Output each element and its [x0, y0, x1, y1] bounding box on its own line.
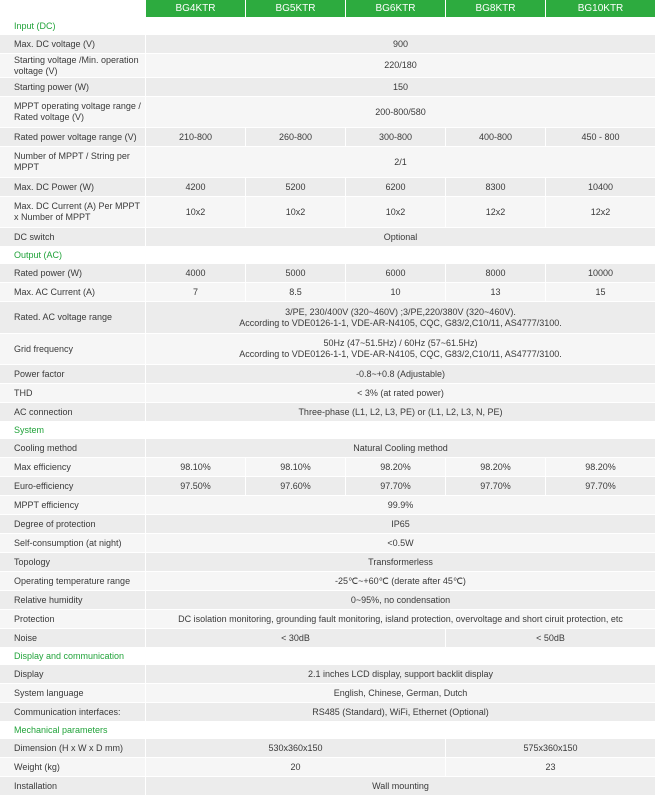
spec-value: 530x360x150: [145, 738, 445, 757]
model-header: BG4KTR: [145, 0, 245, 17]
spec-label: Installation: [0, 776, 145, 795]
section-title: Mechanical parameters: [0, 721, 655, 738]
spec-row: [0, 495, 655, 514]
spec-row: [0, 476, 655, 495]
spec-value: 98.10%: [145, 457, 245, 476]
spec-row: [0, 776, 655, 795]
spec-value: 97.60%: [245, 476, 345, 495]
model-header-row: [0, 0, 655, 17]
spec-row: [0, 609, 655, 628]
spec-value: 450 - 800: [545, 127, 655, 146]
spec-label: Communication interfaces:: [0, 702, 145, 721]
spec-label: Weight (kg): [0, 757, 145, 776]
spec-row: [0, 77, 655, 96]
spec-value: 575x360x150: [445, 738, 655, 757]
spec-value: 98.20%: [345, 457, 445, 476]
spec-value: 2.1 inches LCD display, support backlit display: [145, 664, 655, 683]
spec-label: Protection: [0, 609, 145, 628]
spec-label: Max. DC voltage (V): [0, 34, 145, 53]
spec-label: Rated power voltage range (V): [0, 127, 145, 146]
spec-value: <0.5W: [145, 533, 655, 552]
spec-value: 8.5: [245, 282, 345, 301]
spec-row: [0, 757, 655, 776]
spec-value: DC isolation monitoring, grounding fault monitoring, island protection, overvoltage and short ciruit protection, etc: [145, 609, 655, 628]
spec-label: Self-consumption (at night): [0, 533, 145, 552]
spec-row: [0, 702, 655, 721]
spec-value: 8000: [445, 263, 545, 282]
header-corner: [0, 0, 145, 17]
spec-row: [0, 628, 655, 647]
spec-value: 15: [545, 282, 655, 301]
section-header: [0, 421, 655, 438]
spec-body: [0, 17, 655, 795]
spec-label: System language: [0, 683, 145, 702]
spec-row: [0, 738, 655, 757]
spec-row: [0, 177, 655, 196]
spec-value: Optional: [145, 227, 655, 246]
spec-label: Noise: [0, 628, 145, 647]
spec-row: [0, 96, 655, 127]
spec-value: -0.8~+0.8 (Adjustable): [145, 364, 655, 383]
spec-label: Starting power (W): [0, 77, 145, 96]
spec-value: English, Chinese, German, Dutch: [145, 683, 655, 702]
spec-value: 97.50%: [145, 476, 245, 495]
spec-row: [0, 514, 655, 533]
spec-row: [0, 402, 655, 421]
spec-label: Power factor: [0, 364, 145, 383]
spec-row: [0, 53, 655, 77]
spec-value: 98.20%: [545, 457, 655, 476]
spec-value: 99.9%: [145, 495, 655, 514]
spec-row: [0, 34, 655, 53]
spec-value: 10: [345, 282, 445, 301]
spec-value: 4000: [145, 263, 245, 282]
spec-value: < 30dB: [145, 628, 445, 647]
spec-value: < 3% (at rated power): [145, 383, 655, 402]
spec-value: 220/180: [145, 53, 655, 77]
spec-value: 98.20%: [445, 457, 545, 476]
spec-row: [0, 683, 655, 702]
spec-row: [0, 664, 655, 683]
spec-label: DC switch: [0, 227, 145, 246]
spec-value: 5000: [245, 263, 345, 282]
spec-value: 7: [145, 282, 245, 301]
spec-row: [0, 552, 655, 571]
spec-value: Natural Cooling method: [145, 438, 655, 457]
spec-value: 50Hz (47~51.5Hz) / 60Hz (57~61.5Hz) According to VDE0126-1-1, VDE-AR-N4105, CQC, G83/2,C10/11, AS4777/3100.: [145, 333, 655, 364]
spec-row: [0, 571, 655, 590]
spec-value: < 50dB: [445, 628, 655, 647]
section-header: [0, 721, 655, 738]
spec-value: 6200: [345, 177, 445, 196]
section-title: Display and communication: [0, 647, 655, 664]
spec-label: Degree of protection: [0, 514, 145, 533]
spec-label: Number of MPPT / String per MPPT: [0, 146, 145, 177]
spec-value: 23: [445, 757, 655, 776]
model-header: BG6KTR: [345, 0, 445, 17]
spec-row: [0, 301, 655, 333]
spec-value: 2/1: [145, 146, 655, 177]
model-header: BG8KTR: [445, 0, 545, 17]
section-title: Output (AC): [0, 246, 655, 263]
spec-row: [0, 590, 655, 609]
spec-label: MPPT efficiency: [0, 495, 145, 514]
spec-label: Cooling method: [0, 438, 145, 457]
spec-row: [0, 364, 655, 383]
spec-value: 3/PE, 230/400V (320~460V) ;3/PE,220/380V (320~460V). According to VDE0126-1-1, VDE-AR-N4105, CQC, G83/2,C10/11, AS4777/3100.: [145, 301, 655, 333]
spec-label: Display: [0, 664, 145, 683]
spec-label: Max. AC Current (A): [0, 282, 145, 301]
spec-row: [0, 333, 655, 364]
spec-label: Dimension (H x W x D mm): [0, 738, 145, 757]
spec-label: Grid frequency: [0, 333, 145, 364]
spec-row: [0, 438, 655, 457]
spec-label: Rated. AC voltage range: [0, 301, 145, 333]
spec-label: Topology: [0, 552, 145, 571]
spec-row: [0, 533, 655, 552]
spec-value: 5200: [245, 177, 345, 196]
spec-value: 8300: [445, 177, 545, 196]
spec-value: Three-phase (L1, L2, L3, PE) or (L1, L2, L3, N, PE): [145, 402, 655, 421]
spec-value: 300-800: [345, 127, 445, 146]
spec-value: 200-800/580: [145, 96, 655, 127]
section-header: [0, 17, 655, 34]
spec-value: 4200: [145, 177, 245, 196]
spec-row: [0, 146, 655, 177]
spec-value: 400-800: [445, 127, 545, 146]
spec-value: 20: [145, 757, 445, 776]
spec-value: IP65: [145, 514, 655, 533]
spec-value: 10x2: [345, 196, 445, 227]
spec-value: 98.10%: [245, 457, 345, 476]
spec-value: 97.70%: [345, 476, 445, 495]
spec-label: Max. DC Current (A) Per MPPT x Number of MPPT: [0, 196, 145, 227]
section-header: [0, 647, 655, 664]
spec-value: 12x2: [445, 196, 545, 227]
spec-label: Operating temperature range: [0, 571, 145, 590]
spec-row: [0, 457, 655, 476]
spec-label: THD: [0, 383, 145, 402]
spec-value: 13: [445, 282, 545, 301]
spec-value: 10000: [545, 263, 655, 282]
spec-value: 97.70%: [445, 476, 545, 495]
spec-row: [0, 263, 655, 282]
spec-row: [0, 196, 655, 227]
spec-value: 10x2: [145, 196, 245, 227]
model-header: BG10KTR: [545, 0, 655, 17]
spec-label: Max efficiency: [0, 457, 145, 476]
spec-value: Wall mounting: [145, 776, 655, 795]
spec-label: Rated power (W): [0, 263, 145, 282]
model-header: BG5KTR: [245, 0, 345, 17]
spec-value: 97.70%: [545, 476, 655, 495]
spec-value: 6000: [345, 263, 445, 282]
spec-label: Max. DC Power (W): [0, 177, 145, 196]
spec-value: 210-800: [145, 127, 245, 146]
spec-row: [0, 127, 655, 146]
spec-label: AC connection: [0, 402, 145, 421]
spec-value: 900: [145, 34, 655, 53]
spec-row: [0, 282, 655, 301]
spec-value: 150: [145, 77, 655, 96]
spec-label: Euro-efficiency: [0, 476, 145, 495]
spec-value: RS485 (Standard), WiFi, Ethernet (Optional): [145, 702, 655, 721]
spec-row: [0, 227, 655, 246]
spec-value: 0~95%, no condensation: [145, 590, 655, 609]
spec-label: Starting voltage /Min. operation voltage (V): [0, 53, 145, 77]
spec-value: 260-800: [245, 127, 345, 146]
section-title: Input (DC): [0, 17, 655, 34]
spec-value: -25℃~+60℃ (derate after 45℃): [145, 571, 655, 590]
spec-label: Relative humidity: [0, 590, 145, 609]
spec-row: [0, 383, 655, 402]
spec-value: 10400: [545, 177, 655, 196]
spec-label: MPPT operating voltage range / Rated voltage (V): [0, 96, 145, 127]
section-header: [0, 246, 655, 263]
spec-value: Transformerless: [145, 552, 655, 571]
spec-value: 12x2: [545, 196, 655, 227]
section-title: System: [0, 421, 655, 438]
spec-value: 10x2: [245, 196, 345, 227]
